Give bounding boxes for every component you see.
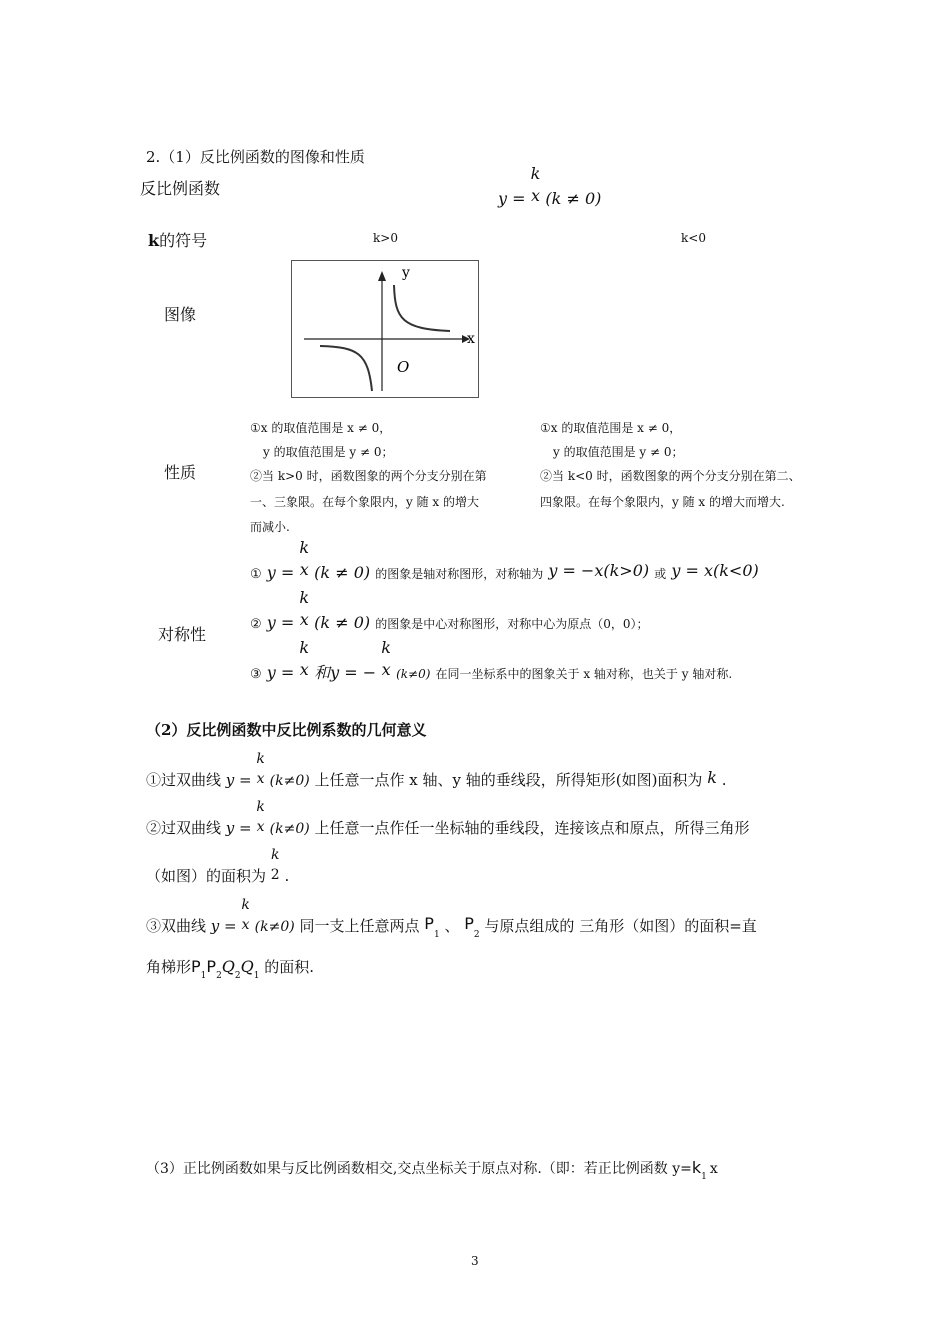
props-left-2: y 的取值范围是 y ≠ 0； (263, 445, 394, 459)
section2-title: （2）反比例函数中反比例系数的几何意义 (146, 721, 427, 739)
symmetry-item-3: $_③$ y = k x 和y = − k x $_{(k\ne 0)}$ $_{在同一坐标系中的图象关于 x 轴对称,也关于 y 轴对称.}$ (250, 638, 733, 682)
props-right-2: y 的取值范围是 y ≠ 0； (553, 445, 684, 459)
sign-negative: k<0 (681, 231, 706, 245)
section2-p1: ①过双曲线 y = k x (k≠0) 上任意一点作 x 轴、y 轴的垂线段，所得矩形(如图)面积为 k . (146, 751, 727, 789)
section2-p3: ③双曲线 y = k x (k≠0) 同一支上任意两点 $P_1$ 、 $P_2$ 与原点组成的 三角形（如图）的面积=直 (146, 897, 757, 940)
function-formula: y = k x (k ≠ 0) (498, 164, 602, 208)
row-label-function: 反比例函数 (140, 179, 221, 198)
section2-p2: ②过双曲线 y = k x (k≠0) 上任意一点作任一坐标轴的垂线段，连接该点和原点，所得三角形 (146, 799, 750, 837)
row-label-sign: k的符号 (148, 231, 208, 250)
x-axis-label: x (467, 331, 475, 347)
sign-positive: k>0 (373, 231, 398, 245)
props-right-1: ①x 的取值范围是 x ≠ 0， (540, 421, 682, 435)
branch-q3 (320, 346, 372, 391)
section2-p3-cont: 角梯形$P_1P_2Q_2Q_1$ 的面积. (146, 957, 315, 981)
page-number: 3 (471, 1254, 479, 1268)
props-left-3: ②当 k>0 时，函数图象的两个分支分别在第 (250, 469, 487, 483)
section-heading: 2.（1）反比例函数的图像和性质 (146, 148, 365, 166)
props-right-3: ②当 k<0 时，函数图象的两个分支分别在第二、 (540, 469, 801, 483)
props-right-4: 四象限。在每个象限内，y 随 x 的增大而增大. (540, 495, 785, 509)
props-left-1: ①x 的取值范围是 x ≠ 0， (250, 421, 392, 435)
row-label-properties: 性质 (164, 463, 197, 482)
section2-p2-cont: （如图）的面积为 k 2 . (146, 847, 290, 885)
row-label-graph: 图像 (164, 305, 197, 324)
props-left-5: 而减小. (250, 520, 290, 534)
row-label-symmetry: 对称性 (158, 625, 207, 644)
symmetry-item-2: $_②$ y = k x (k ≠ 0) $_{的图象是中心对称图形,对称中心为原点(0,0);}$ (250, 588, 649, 632)
hyperbola-graph (291, 260, 479, 398)
hyperbola-svg (292, 261, 478, 397)
y-axis-label: y (402, 265, 410, 281)
branch-q1 (394, 285, 450, 331)
props-left-4: 一、三象限。在每个象限内，y 随 x 的增大 (250, 495, 479, 509)
origin-label: O (397, 358, 410, 376)
section3-text: （3）正比例函数如果与反比例函数相交,交点坐标关于原点对称.（即：若正比例函数 $y=k_1$ x (146, 1158, 718, 1182)
y-axis-arrow (378, 271, 386, 281)
symmetry-item-1: $_①$ y = k x (k ≠ 0) $_{的图象是轴对称图形,对称轴为}$ y = −x(k>0) $_或$ y = x(k<0) (250, 538, 759, 582)
